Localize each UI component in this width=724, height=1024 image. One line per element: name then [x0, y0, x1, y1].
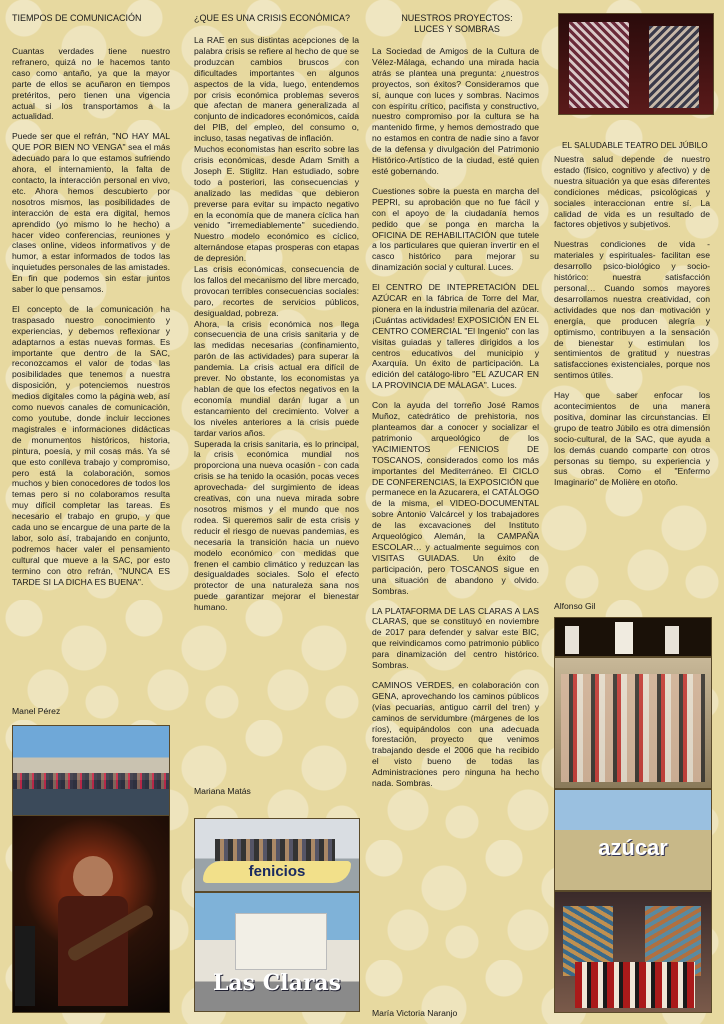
paragraph: Superada la crisis sanitaria, es lo principal, la crisis económica mundial nos proporciona una nueva ocasión - con cada crisis se ha tenido la ocasión, pocas veces aprovechada- del surgimiento de ideas creativas, con una nueva mirada sobre nosotros mismos y el mundo que nos rodea. Si queremos salir de esta crisis y reducir el riesgo de nuevas pandemias, es necesaria la transición hacia un nuevo modelo económico con medidas que frenen el cambio climático y reduzcan las desigualdades sociales. Solo el efecto protector de una naturaleza sana nos puede garantizar mejorar el bienestar humano.: [194, 438, 359, 613]
column-crisis: [184, 0, 364, 1024]
column-comunicacion: [0, 0, 178, 1024]
author-signature: Mariana Matás: [194, 786, 251, 796]
guitarist-photo: [12, 815, 170, 1013]
paragraph: Cuantas verdades tiene nuestro refranero, quizá no le hacemos tanto caso como antaño, ya que la mayor parte de ellos se acuñaron en tiempos pretéritos, pero tienen una vigencia actual si los transportamos a la actualidad.: [12, 46, 170, 122]
fenicios-banner: fenicios: [203, 861, 351, 883]
crowd-shape: [13, 773, 169, 789]
author-signature: Manel Pérez: [12, 706, 61, 716]
actor-figure: [565, 626, 579, 654]
group-photo-outdoor: [12, 725, 170, 817]
paragraph: Con la ayuda del torreño José Ramos Muñoz, catedrático de prehistoria, nos planteamos dar a conocer y socializar el patrimonio arqueológico de los YACIMIENTOS FENICIOS DE TOSCANOS, considerados como los más importantes del Mediterráneo. El CICLO DE CONFERENCIAS, la EXPOSICIÓN que permanece en la Azucarera, el CATÁLOGO de la misma, el VIDEO-DOCUMENTAL sobre Antonio Valcárcel y los trabajadores de las excavaciones del Instituto Arqueológico Alemán, la CAMPAÑA ESCOLAR… y actualmente seguimos con VISITAS GUIADAS. Un éxito de participación, pero TOSCANOS sigue en una situación de abandono y olvido. Sombras.: [372, 400, 539, 596]
las-claras-letters: Las Claras: [212, 970, 342, 996]
azucar-photo: [554, 789, 712, 891]
group-portrait-photo: [554, 657, 712, 789]
group-of-people: [561, 674, 705, 782]
paragraph: La Sociedad de Amigos de la Cultura de Vélez-Málaga, echando una mirada hacia atrás se plantea una pregunta: ¿nuestros proyectos, son éxitos? Consideramos que sí, aunque con luces y sombras. Nacimos con espíritu crítico, pacifista y constructivo, nuestro compromiso por la cultura se ha mantenido firme, y hemos demostrado que no estamos en contra de nadie sino a favor de la defensa y divulgación del Patrimonio Histórico-Artístico de la ciudad, esté quien esté gobernando.: [372, 46, 539, 176]
music-stand: [15, 926, 35, 1006]
article-title: TIEMPOS DE COMUNICACIÓN: [12, 13, 142, 23]
title-line: LUCES Y SOMBRAS: [414, 24, 500, 34]
church-facade: [235, 913, 327, 970]
crowd-shape: [215, 839, 335, 861]
paragraph: El CENTRO DE INTEPRETACIÓN DEL AZÚCAR en la fábrica de Torre del Mar, pionera en la industria milenaria del azúcar. ¡Cuántas actividades! EXPOSICIÓN EN EL CENTRO COMERCIAL "El Ingenio" con las visitas guiadas y talleres dirigidos a los centros educativos del municipio y Axarquía. Un éxito de participación. La edición del catálogo-libro "EL AZUCAR EN LA PROVINCIA DE MÁLAGA". Luces.: [372, 282, 539, 391]
paragraph: Nuestras condiciones de vida -materiales y espirituales- facilitan ese desarrollo psico-biológico y socio-histórico: nuestra satisfacción personal… Cuando somos mayores desarrollamos nuestra creatividad, con actividades que nos dan motivación y energía, que producen alegría y optimismo, contribuyen a la sensación de bienestar y estimulan los sentimientos de gratitud y nuestras satisfacciones existenciales, porque nos sentimos útiles.: [554, 239, 710, 381]
article-body: [194, 35, 359, 613]
paragraph: El concepto de la comunicación ha traspasado nuestro conocimiento y experiencias, y debemos reflexionar y adaptarnos a estas nuevas formas. Es importante que dentro de la SAC, reconozcamos el valor de todas las posibilidades que tenemos a nuestra disposición, y potenciemos nuestros medios digitales como la página web, así como nuevos canales de comunicación, como youtube, donde incluir lecciones magistrales e informaciones didácticas de monumentos históricos, historia, pintura, poesía, y mil cosas más. Ya sé que esto conlleva trabajo y compromiso, pero está la colaboración, somos muchos y bien conocedores de todos los temas pero si no colaboramos resulta muy difícil completar las tareas. Es necesario el trabajo en grupo, y que cada uno se encargue de una parte de la labor, solo así, trabajando en conjunto, podremos hacer valer el pensamiento cultural que mueve a la SAC, por esto termino con otro refrán, "NUNCA ES TARDE SI LA DICHA ES BUENA".: [12, 303, 170, 587]
costumed-actor: [649, 26, 699, 108]
author-signature: Alfonso Gil: [554, 601, 596, 611]
article-title: ¿QUE ES UNA CRISIS ECONÓMICA?: [194, 13, 351, 23]
actor-figure: [615, 622, 633, 654]
paragraph: Cuestiones sobre la puesta en marcha del PEPRI, su aprobación que no fue fácil y con el apoyo de la ciudadanía hemos pedido que se ponga en marcha la OFICINA DE REHABILITACIÓN que tutele a los particulares que quieran invertir en el casco histórico para mejorar su dinamización social y cultural. Luces.: [372, 185, 539, 273]
paragraph: Ahora, la crisis económica nos llega consecuencia de una crisis sanitaria y de las medidas necesarias (confinamiento, parón de las actividades) para superar la pandemia. La crisis actual era difícil de prever. No obstante, los economistas ya hablan de que los efectos negativos en la economía mundial darán lugar a un estancamiento del crecimiento. Volver a los niveles anteriores a la crisis puede tardar varios años.: [194, 318, 359, 438]
fenicios-photo: [194, 818, 360, 892]
article-title: EL SALUDABLE TEATRO DEL JÚBILO: [562, 140, 708, 150]
author-signature: María Victoria Naranjo: [372, 1008, 458, 1018]
theatre-scene-photo: [554, 891, 712, 1013]
paragraph: Nuestra salud depende de nuestro estado (físico, cognitivo y afectivo) y de nuestra situación ya que esas diferentes condiciones médicas, psicológicas y sociales interaccionan entre sí. La calidad de vida es un resultado de factores objetivos y subjetivos.: [554, 154, 710, 230]
las-claras-photo: [194, 892, 360, 1012]
paragraph: La RAE en sus distintas acepciones de la palabra crisis se refiere al hecho de que se produzcan cambios bruscos con dificultades importantes en algunos aspectos de la vida, luego, entendemos por crisis económica problemas severos que afectan de manera generalizada al conjunto de indicadores económicos, caída del PIB, del empleo, del consumo o, incluso, tasas negativas de inflación.: [194, 35, 359, 144]
article-body: [554, 154, 710, 497]
article-body: [372, 46, 539, 798]
article-title: [372, 13, 542, 35]
paragraph: LA PLATAFORMA DE LAS CLARAS A LAS CLARAS, que se constituyó en noviembre de 2017 para defender y salvar este BIC, que reivindicamos como patrimonio público para dinamización del centro histórico. Sombras.: [372, 605, 539, 671]
paragraph: Puede ser que el refrán, "NO HAY MAL QUE POR BIEN NO VENGA" sea el más adecuado para lo que estamos sufriendo ahora, el internamiento, la falta de contacto, la interacción personal en vivo, etc. Ahora hemos descubierto por nosotros mismos, las posibilidades de interacción de esta era digital, hemos aprendido (yo mismo lo he hecho) a hacer video conferencias, reuniones y clases online, videos informativos y de humor, a estar informados de todos las inquietudes personales de las amistades. En fin que podemos sin estar juntos saber lo que pensamos.: [12, 131, 170, 295]
column-proyectos: [364, 0, 552, 1024]
paragraph: Las crisis económicas, consecuencia de los fallos del mecanismo del libre mercado, provocan terribles consecuencias sociales: paro, recortes de servicios públicos, desigualdad, pobreza.: [194, 264, 359, 318]
column-teatro: [552, 0, 724, 1024]
stage-performance-photo: [554, 617, 712, 657]
person-head: [73, 856, 113, 898]
paragraph: CAMINOS VERDES, en colaboración con GENA, aprovechando los caminos públicos (vías pecuarias, antiguo carril del tren) y caminos de servidumbre (márgenes de los ríos), equipándolos con una adecuada forestación, proyecto que venimos trabajando desde el 2006 que ha recibido el visto bueno de todas las Administraciones pero ninguna ha hecho nada. Sombras.: [372, 679, 539, 789]
article-body: [12, 46, 170, 597]
paragraph: Hay que saber enfocar los acontecimientos de una manera positiva, dominar las circunstancias. El grupo de teatro Júbilo es otra dimensión socio-cultural, de la SAC, que ayuda a los demás cuando comparte con otros personas su tiempo, su experiencia y sus obras. Como el "Enfermo Imaginario" de Molière en otoño.: [554, 390, 710, 488]
theatre-stage-photo: [558, 13, 714, 115]
costumed-actor: [569, 22, 629, 108]
actor-figure: [665, 626, 679, 654]
title-line: NUESTROS PROYECTOS:: [401, 13, 513, 23]
azucar-letters: azúcar: [598, 835, 668, 860]
paragraph: Muchos economistas han escrito sobre las crisis económicas, desde Adam Smith a Joseph E. Stiglitz. Han estudiado, sobre todo a posteriori, las consecuencias y analizado las medidas que debieron preverse para evitar su impacto negativo en la economía que de manera cíclica han venido "irremediablemente" sucediendo. Nuestro modelo económico es cíclico, alternándose etapas prosperas con etapas de depresión.: [194, 144, 359, 264]
actors-group: [575, 962, 695, 1008]
